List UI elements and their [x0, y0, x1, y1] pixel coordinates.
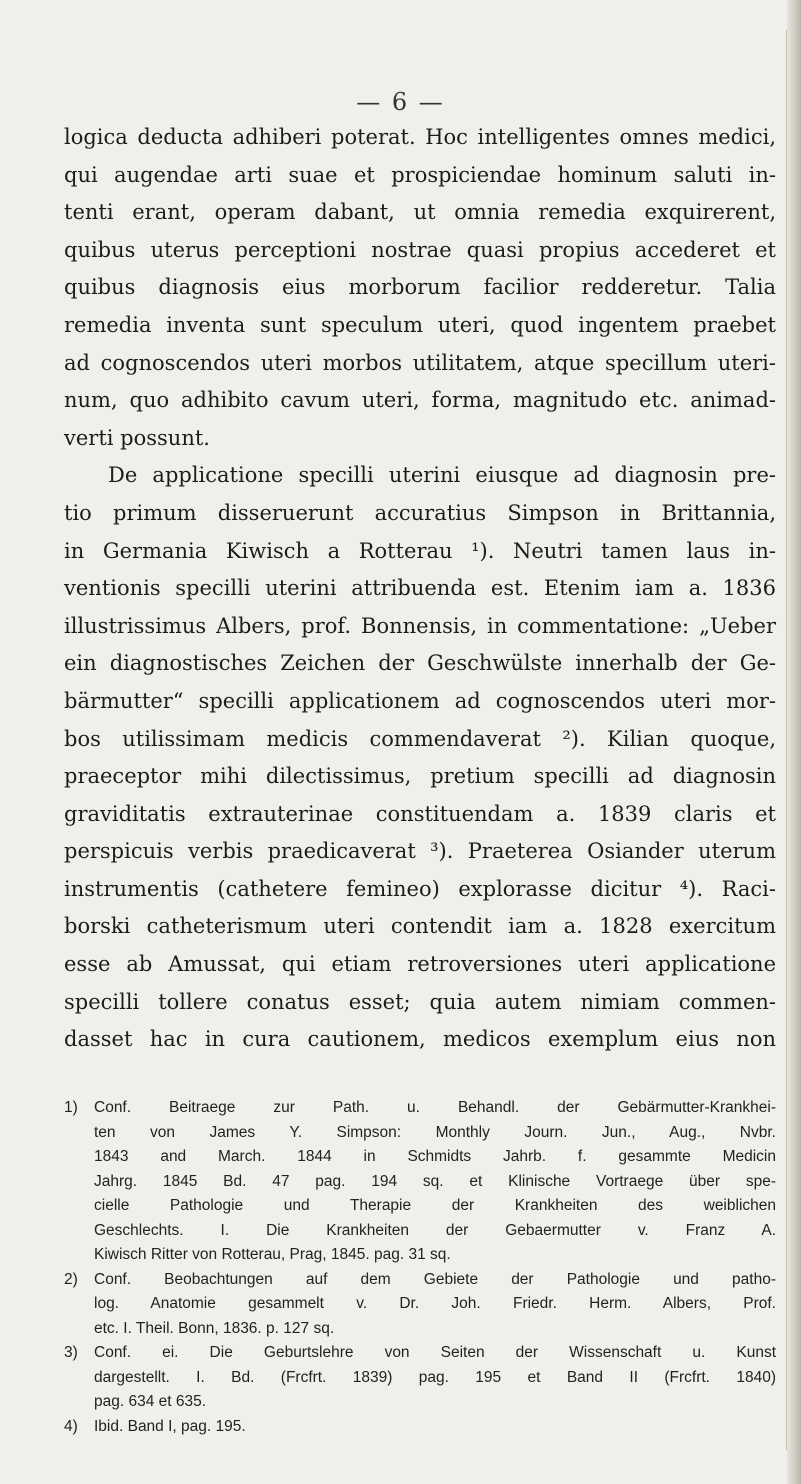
footnote-number: 3) — [64, 1344, 78, 1361]
body-line: perspicuis verbis praedicaverat ³). Praeterea Osiander uterum — [64, 839, 776, 864]
body-line: num, quo adhibito cavum uteri, forma, magnitudo etc. animad- — [64, 388, 776, 413]
page-edge — [787, 0, 801, 1484]
body-line: esse ab Amussat, qui etiam retroversiones uteri applicatione — [64, 952, 776, 977]
footnote-number: 4) — [64, 1417, 78, 1435]
footnote-line: Geschlechts. I. Die Krankheiten der Gebaermutter v. Franz A. — [94, 1221, 776, 1239]
footnote-line: Conf. Beitraege zur Path. u. Behandl. der Gebärmutter-Krankhei- — [94, 1099, 776, 1116]
footnote-line: pag. 634 et 635. — [94, 1393, 207, 1410]
footnote-1 — [64, 1096, 776, 1268]
footnote-line: dargestellt. I. Bd. (Frcfrt. 1839) pag. 195 et Band II (Frcfrt. 1840) — [94, 1368, 776, 1386]
page-header: — 6 — — [356, 88, 445, 116]
body-line: borski catheterismum uteri contendit iam a. 1828 exercitum — [64, 914, 776, 939]
footnote-line: Conf. ei. Die Geburtslehre von Seiten der Wissenschaft u. Kunst — [94, 1344, 776, 1361]
footnote-line: etc. I. Theil. Bonn, 1836. p. 127 sq. — [94, 1319, 335, 1337]
body-line: quibus uterus perceptioni nostrae quasi propius accederet et — [64, 237, 776, 262]
body-line: dasset hac in cura cautionem, medicos exemplum eius non — [64, 1027, 776, 1052]
body-line: bos utilissimam medicis commendaverat ²). Kilian quoque, — [64, 726, 776, 751]
body-line: tenti erant, operam dabant, ut omnia remedia exquirerent, — [64, 200, 776, 225]
footnotes — [64, 1096, 776, 1439]
body-line: De applicatione specilli uterini eiusque ad diagnosin pre- — [108, 463, 776, 488]
body-line: ventionis specilli uterini attribuenda est. Etenim iam a. 1836 — [64, 576, 776, 601]
body-line: bärmutter“ specilli applicationem ad cognoscendos uteri mor- — [64, 688, 776, 713]
body-line: ein diagnostisches Zeichen der Geschwülste innerhalb der Ge- — [64, 651, 776, 676]
body-line: in Germania Kiwisch a Rotterau ¹). Neutri tamen laus in- — [64, 538, 776, 563]
footnote-line: cielle Pathologie und Therapie der Krankheiten des weiblichen — [94, 1197, 776, 1214]
body-text — [64, 119, 776, 1059]
footnote-3 — [64, 1341, 776, 1415]
page-edge-line — [786, 30, 787, 1450]
body-line: remedia inventa sunt speculum uteri, quod ingentem praebet — [64, 312, 776, 337]
footnote-number: 1) — [64, 1099, 78, 1116]
footnote-line: Conf. Beobachtungen auf dem Gebiete der Pathologie und patho- — [94, 1270, 776, 1288]
body-line: illustrissimus Albers, prof. Bonnensis, in commentatione: „Ueber — [64, 613, 776, 638]
footnote-4 — [64, 1415, 776, 1440]
footnote-line: ten von James Y. Simpson: Monthly Journ. Jun., Aug., Nvbr. — [94, 1123, 776, 1141]
body-line: ad cognoscendos uteri morbos utilitatem, atque specillum uteri- — [64, 350, 776, 375]
footnote-line: Jahrg. 1845 Bd. 47 pag. 194 sq. et Klinische Vortraege über spe- — [94, 1172, 776, 1190]
body-line: qui augendae arti suae et prospiciendae hominum saluti in- — [64, 162, 776, 187]
footnote-number: 2) — [64, 1270, 78, 1288]
footnote-line: Kiwisch Ritter von Rotterau, Prag, 1845. pag. 31 sq. — [94, 1246, 451, 1263]
body-line: verti possunt. — [64, 425, 210, 450]
body-line: instrumentis (cathetere femineo) explorasse dicitur ⁴). Raci- — [64, 876, 776, 901]
body-line: praeceptor mihi dilectissimus, pretium specilli ad diagnosin — [64, 764, 776, 789]
body-line: logica deducta adhiberi poterat. Hoc intelligentes omnes medici, — [64, 125, 776, 149]
body-line: quibus diagnosis eius morborum facilior redderetur. Talia — [64, 275, 776, 300]
body-line: specilli tollere conatus esset; quia autem nimiam commen- — [64, 989, 776, 1014]
body-line: graviditatis extrauterinae constituendam a. 1839 claris et — [64, 801, 776, 826]
footnote-line: 1843 and March. 1844 in Schmidts Jahrb. f. gesammte Medicin — [94, 1148, 776, 1165]
body-line: tio primum disseruerunt accuratius Simpson in Brittannia, — [64, 500, 776, 525]
footnote-line: log. Anatomie gesammelt v. Dr. Joh. Friedr. Herm. Albers, Prof. — [94, 1295, 776, 1312]
footnote-line: Ibid. Band I, pag. 195. — [94, 1417, 246, 1435]
footnote-2 — [64, 1268, 776, 1342]
